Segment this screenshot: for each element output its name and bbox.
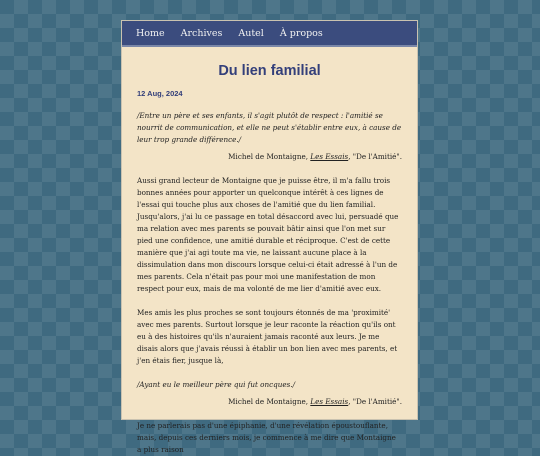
body-paragraph-2: Mes amis les plus proches se sont toujours étonnés de ma 'proximité' avec mes parents. Surtout lorsque je leur raconte la réaction qu'ils ont eu à des histoires qu'ils n'auraient jamais raconté aux leurs. Je me disais alors que j'avais réussi à établir un bon lien avec mes parents, et j'en étais fier, jusque là, [137,308,398,365]
citation-book-link[interactable]: Les Essais [310,152,349,161]
nav-home-link[interactable]: Home [136,27,165,39]
nav-autel-link[interactable]: Autel [238,27,264,39]
quote-paragraph-2: /Ayant eu le meilleur père qui fut oncques./ [137,380,296,389]
post-date: 12 Aug, 2024 [137,89,183,98]
citation-chapter: , "De l'Amitié". [348,397,402,406]
quote-citation-2 [137,396,402,408]
quote-citation-1 [137,151,402,163]
body-paragraph-1: Aussi grand lecteur de Montaigne que je puisse être, il m'a fallu trois bonnes années pour apporter un quelconque intérêt à ces lignes de l'essai qui touche plus aux choses de l'amitié que du lien familial. Jusqu'alors, j'ai lu ce passage en total désaccord avec lui, persuadé que ma relation avec mes parents se pouvait bâtir ainsi que l'on met sur pied une confidence, une amitié durable et réciproque. C'est de cette manière que j'ai agi toute ma vie, ne laissant aucune place à la dissimulation dans mon discours lorsque celui-ci était adressé à l'un de mes parents. Cela n'était pas pour moi une manifestation de mon respect pour eux, mais de ma volonté de me lier d'amitié avec eux. [137,176,399,293]
top-nav [122,21,417,47]
quote-paragraph-1: /Entre un père et ses enfants, il s'agit plutôt de respect : l'amitié se nourrit de communication, et elle ne peut s'établir entre eux, à cause de leur trop grande différence./ [137,111,402,144]
citation-author: Michel de Montaigne, [228,152,311,161]
page-card [121,20,418,454]
post-content [122,63,417,456]
citation-author: Michel de Montaigne, [228,397,311,406]
nav-apropos-link[interactable]: À propos [279,27,323,39]
body-paragraph-3: Je ne parlerais pas d'une épiphanie, d'une révélation époustouflante, mais, depuis ces derniers mois, je commence à me dire que Montaigne a plus raison [137,421,396,454]
post-title: Du lien familial [218,63,321,79]
citation-book-link[interactable]: Les Essais [310,397,349,406]
nav-archives-link[interactable]: Archives [180,27,223,39]
citation-chapter: , "De l'Amitié". [348,152,402,161]
